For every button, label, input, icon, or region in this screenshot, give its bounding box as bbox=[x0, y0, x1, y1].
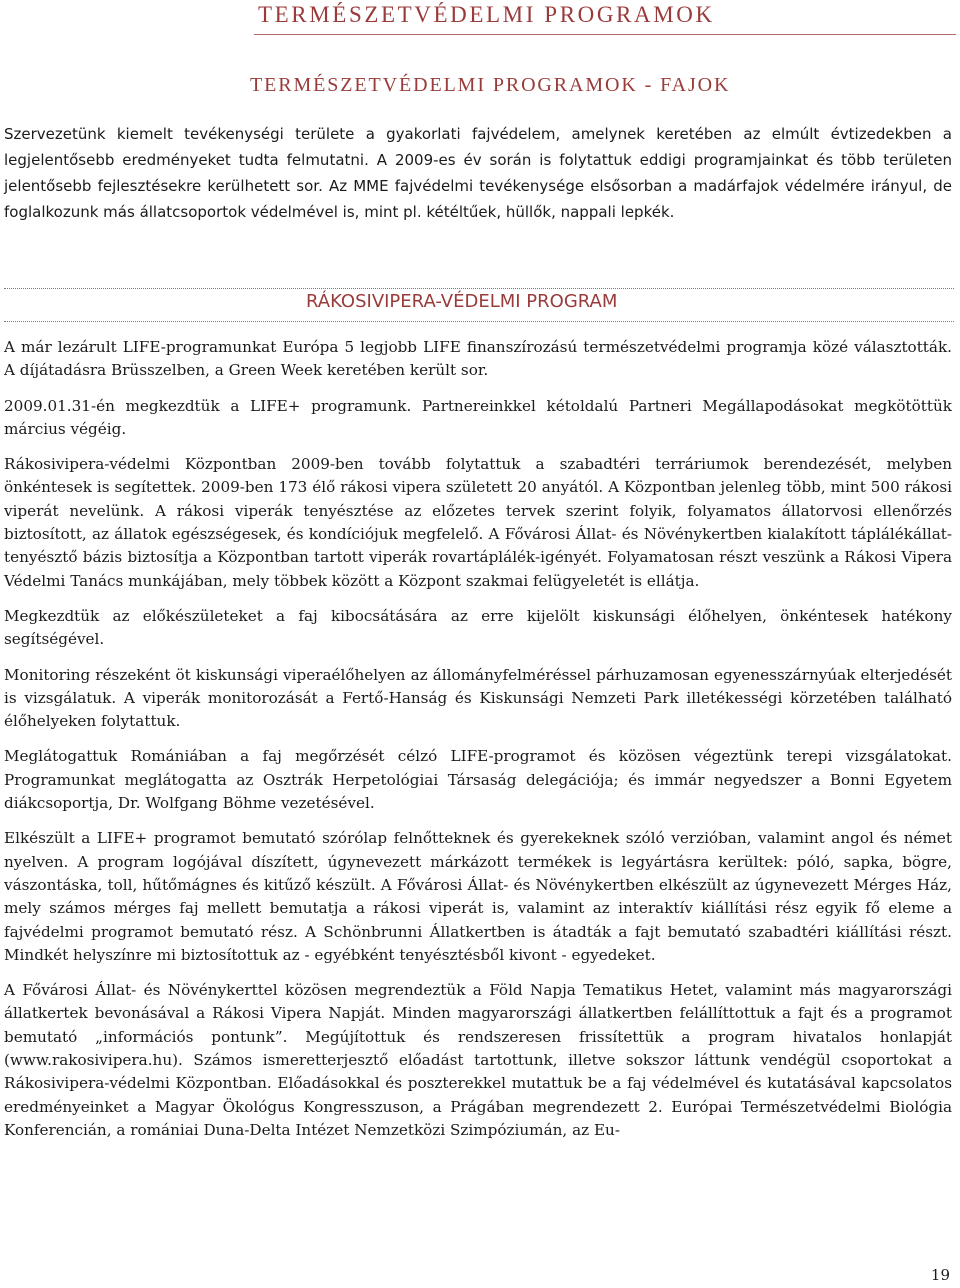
title-underline bbox=[254, 34, 956, 35]
section-divider-bottom bbox=[4, 321, 954, 322]
body-paragraph: A már lezárult LIFE-programunkat Európa 5 legjobb LIFE finanszírozású természetvédelmi programja közé választották. A díjátadásra Brüsszelben, a Green Week keretében került sor. bbox=[4, 338, 952, 380]
page-number: 19 bbox=[930, 1266, 950, 1284]
body-paragraph: 2009.01.31-én megkezdtük a LIFE+ programunk. Partnereinkkel kétoldalú Partneri Megállapodásokat megkötöttük március végéig. bbox=[4, 396, 952, 438]
page-title: TERMÉSZETVÉDELMI PROGRAMOK bbox=[258, 2, 715, 27]
section-heading-fajok: TERMÉSZETVÉDELMI PROGRAMOK - FAJOK bbox=[250, 74, 731, 96]
section-title-rakosivipera: RÁKOSIVIPERA-VÉDELMI PROGRAM bbox=[306, 291, 618, 312]
intro-paragraph: Szervezetünk kiemelt tevékenységi területe a gyakorlati fajvédelem, amelynek keretében az elmúlt évtizedekben a legjelentősebb eredményeket tudta felmutatni. A 2009-es év során is folytattuk eddigi programjainkat és több területen jelentősebb fejlesztésekre kerülhetett sor. Az MME fajvédelmi tevékenysége elsősorban a madárfajok védelmére irányul, de foglalkozunk más állatcsoportok védelmével is, mint pl. kétéltűek, hüllők, nappali lepkék. bbox=[4, 125, 952, 221]
section-divider-top bbox=[4, 288, 954, 289]
body-paragraph: Megkezdtük az előkészületeket a faj kibocsátására az erre kijelölt kiskunsági élőhelyen, önkéntesek hatékony segítségével. bbox=[4, 606, 952, 649]
section-body bbox=[4, 336, 952, 1154]
body-paragraph: Elkészült a LIFE+ programot bemutató szórólap felnőtteknek és gyerekeknek szóló verzióban, valamint angol és német nyelven. A program logójával díszített, úgynevezett márkázott termékek is legyártásra kerültek: póló, sapka, bögre, vászontáska, toll, hűtőmágnes és kitűző készült. A Fővárosi Állat- és Növénykertben elkészült az úgynevezett Mérges Ház, mely számos mérges faj mellett bemutatja a rákosi viperát is, valamint az interaktív kiállítási rész egyik fő eleme a fajvédelmi programot bemutató rész. A Schönbrunni Állatkertben is átadták a fajt bemutató szabadtéri kiállítási részt. Mindkét helyszínre mi biztosítottuk az - egyébként tenyésztésből kivont - egyedeket. bbox=[4, 829, 952, 964]
body-paragraph: Rákosivipera-védelmi Központban 2009-ben tovább folytattuk a szabadtéri terráriumok berendezését, melyben önkéntesek is segítettek. 2009-ben 173 élő rákosi vipera született 20 anyától. A Központban jelenleg több, mint 500 rákosi viperát nevelünk. A rákosi viperák tenyésztése az előzetes tervek szerint folyik, folyamatos állatorvosi ellenőrzés biztosított, az állatok egészségesek, és kondíciójuk megfelelő. A Fővárosi Állat- és Növénykertben kialakított táplálékállat-tenyésztő bázis biztosítja a Központban tartott viperák rovartáplálék-igényét. Folyamatosan részt veszünk a Rákosi Vipera Védelmi Tanács munkájában, mely többek között a Központ szakmai felügyeletét is ellátja. bbox=[4, 455, 952, 590]
body-paragraph: A Fővárosi Állat- és Növénykerttel közösen megrendeztük a Föld Napja Tematikus Hetet, valamint más magyarországi állatkertek bevonásával a Rákosi Vipera Napját. Minden magyarországi állatkertben felállíttottuk a fajt és a programot bemutató „információs pontunk”. Megújítottuk és rendszeresen frissítettük a program hivatalos honlapját (www.rakosivipera.hu). Számos ismeretterjesztő előadást tartottunk, illetve sokszor láttunk vendégül csoportokat a Rákosivipera-védelmi Központban. Előadásokkal és poszterekkel mutattuk be a faj védelmével és kutatásával kapcsolatos eredményeinket a Magyar Ökológus Kongresszuson, a Prágában megrendezett 2. Európai Természetvédelmi Biológia Konferencián, a romániai Duna-Delta Intézet Nemzetközi Szimpóziumán, az Eu- bbox=[4, 981, 952, 1139]
body-paragraph: Monitoring részeként öt kiskunsági viperaélőhelyen az állományfelméréssel párhuzamosan egyenesszárnyúak elterjedését is vizsgálatuk. A viperák monitorozását a Fertő-Hanság és Kiskunsági Nemzeti Park illetékességi körzetében található élőhelyeken folytattuk. bbox=[4, 665, 952, 731]
body-paragraph: Meglátogattuk Romániában a faj megőrzését célzó LIFE-programot és közösen végeztünk terepi vizsgálatokat. Programunkat meglátogatta az Osztrák Herpetológiai Társaság delegációja; és immár negyedszer a Bonni Egyetem diákcsoportja, Dr. Wolfgang Böhme vezetésével. bbox=[4, 747, 952, 813]
